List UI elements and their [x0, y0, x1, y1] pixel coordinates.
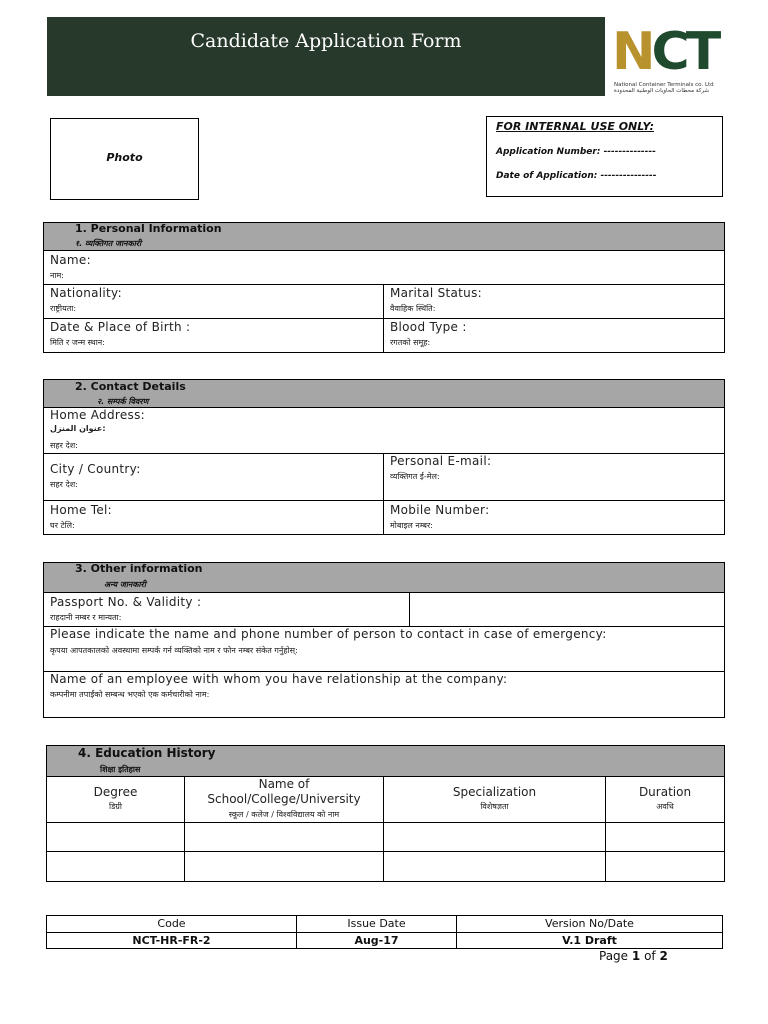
home-tel-sublabel: घर टेलि: [50, 521, 75, 530]
footer-code-label: Code [46, 915, 297, 933]
edu-row2-duration[interactable] [605, 851, 725, 882]
footer-code-value: NCT-HR-FR-2 [46, 932, 297, 949]
footer-issue-value: Aug-17 [296, 932, 457, 949]
section-other-title: 3. Other information [75, 562, 203, 575]
section-personal-subtitle: १. व्यक्तिगत जानकारी [75, 239, 142, 248]
header-banner [47, 17, 605, 96]
edu-row2-specialization[interactable] [383, 851, 606, 882]
nationality-label: Nationality: [50, 286, 122, 300]
passport-value-field[interactable] [409, 592, 725, 627]
mobile-number-sublabel: मोबाइल नम्बर: [390, 521, 433, 530]
home-tel-label: Home Tel: [50, 503, 113, 517]
edu-col-duration [605, 776, 725, 823]
edu-row2-degree[interactable] [46, 851, 185, 882]
internal-use-title: FOR INTERNAL USE ONLY: [496, 120, 654, 133]
edu-duration-head: Duration [638, 785, 692, 799]
section-education-title: 4. Education History [78, 746, 216, 760]
section-contact-subtitle: २. सम्पर्क विवरण [97, 397, 149, 406]
nationality-sublabel: राष्ट्रीयता: [50, 304, 77, 313]
city-country-label: City / Country: [50, 462, 141, 476]
dob-sublabel: मिति र जन्म स्थान: [50, 338, 105, 347]
emergency-contact-sublabel: कृपया आपतकालको अवस्थामा सम्पर्क गर्न व्यक्तिको नाम र फोन नम्बर संकेत गर्नुहोस्: [50, 646, 298, 655]
page-title: Candidate Application Form [190, 30, 462, 52]
passport-sublabel: राहदानी नम्बर र मान्यता: [50, 613, 122, 622]
city-country-field[interactable] [43, 453, 384, 501]
marital-status-label: Marital Status: [390, 286, 482, 300]
nct-logo: NCT National Container Terminals co. Ltd شركة محطات الحاويات الوطنية المحدودة [612, 22, 718, 94]
blood-type-label: Blood Type : [390, 320, 467, 334]
section-education-subtitle: शिक्षा इतिहास [100, 765, 141, 774]
edu-row1-school[interactable] [184, 822, 384, 852]
footer-issue-label: Issue Date [296, 915, 457, 933]
page-number: Page 1 of 2 [599, 949, 668, 963]
section-contact-title: 2. Contact Details [75, 380, 186, 393]
edu-school-head: Name of School/College/University [207, 777, 361, 806]
footer-version-value: V.1 Draft [456, 932, 723, 949]
photo-label: Photo [106, 151, 143, 164]
employee-relationship-label: Name of an employee with whom you have relationship at the company: [50, 672, 508, 686]
application-number-field[interactable]: Application Number: -------------- [496, 147, 656, 157]
city-country-sublabel: सहर देश: [50, 480, 78, 489]
blood-type-sublabel: रगतको समूह: [390, 338, 431, 347]
home-address-field[interactable] [43, 407, 725, 454]
emergency-contact-label: Please indicate the name and phone number of person to contact in case of emergency: [50, 627, 607, 641]
section-other-subtitle: अन्य जानकारी [104, 580, 146, 589]
edu-duration-sub: अवधि [656, 802, 674, 811]
home-address-sublabel: सहर देश: [50, 441, 78, 450]
name-sublabel: नाम: [50, 271, 64, 280]
edu-degree-head: Degree [93, 785, 138, 799]
passport-label: Passport No. & Validity : [50, 595, 202, 609]
edu-specialization-sub: विशेषज्ञता [480, 802, 509, 811]
edu-row1-duration[interactable] [605, 822, 725, 852]
employee-relationship-sublabel: कम्पनीमा तपाईंको सम्बन्ध भएको एक कर्मचारीको नाम: [50, 690, 210, 699]
date-of-application-field[interactable]: Date of Application: --------------- [496, 171, 657, 181]
footer-version-label: Version No/Date [456, 915, 723, 933]
edu-row1-specialization[interactable] [383, 822, 606, 852]
edu-specialization-head: Specialization [452, 785, 537, 799]
mobile-number-label: Mobile Number: [390, 503, 490, 517]
edu-row1-degree[interactable] [46, 822, 185, 852]
name-field[interactable] [43, 250, 725, 285]
edu-degree-sub: डिग्री [109, 802, 122, 811]
home-address-label: Home Address: [50, 408, 145, 422]
edu-col-specialization [383, 776, 606, 823]
name-label: Name: [50, 253, 91, 267]
edu-row2-school[interactable] [184, 851, 384, 882]
marital-status-sublabel: वैवाहिक स्थिति: [390, 304, 436, 313]
home-address-arabic: عنوان المنزل: [50, 424, 106, 433]
section-personal-title: 1. Personal Information [75, 222, 222, 235]
dob-label: Date & Place of Birth : [50, 320, 191, 334]
personal-email-label: Personal E-mail: [390, 454, 492, 468]
personal-email-sublabel: व्यक्तिगत ई-मेल: [390, 472, 440, 481]
edu-col-degree [46, 776, 185, 823]
edu-school-sub: स्कूल / कलेज / विश्वविद्यालय को नाम [228, 810, 340, 819]
